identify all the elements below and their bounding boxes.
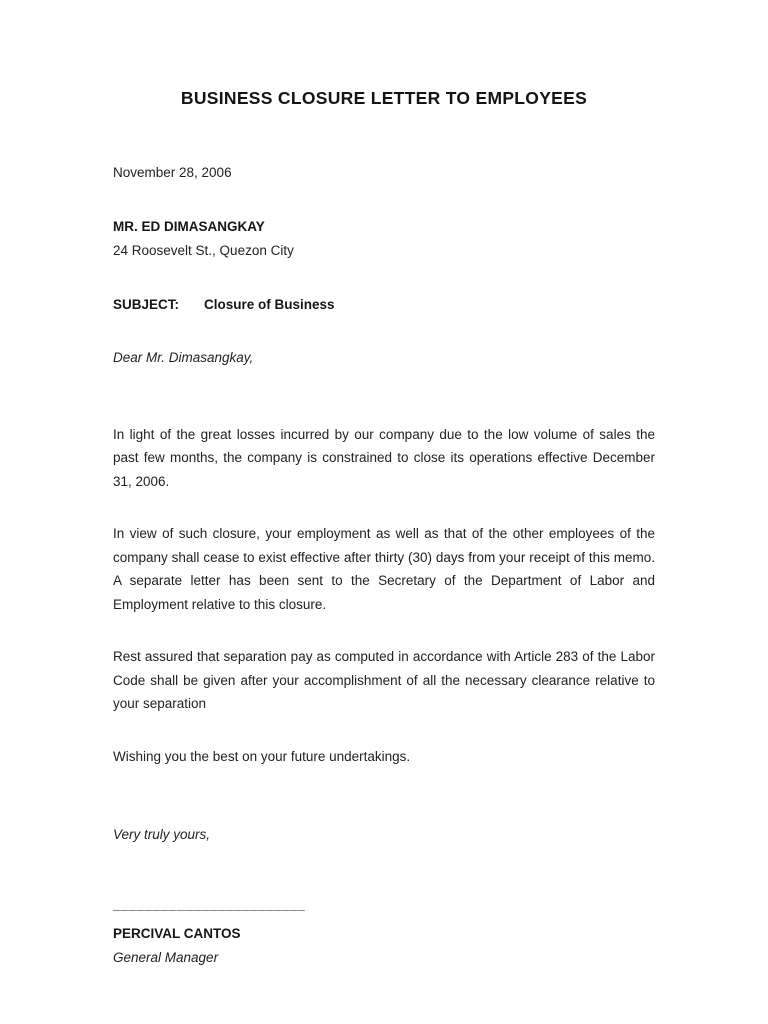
body-paragraph-3: Rest assured that separation pay as computed in accordance with Article 283 of the Labor Code shall be given after your accomplishment of all the necessary clearance relative to your separation bbox=[113, 649, 655, 711]
signature-line: ________________________ bbox=[113, 896, 306, 912]
letter-title: BUSINESS CLOSURE LETTER TO EMPLOYEES bbox=[180, 88, 588, 108]
subject-value: Closure of Business bbox=[204, 296, 335, 312]
subject-line bbox=[113, 293, 655, 317]
signatory-title: General Manager bbox=[113, 949, 219, 965]
salutation: Dear Mr. Dimasangkay, bbox=[113, 350, 254, 365]
body-paragraph-2: In view of such closure, your employment as well as that of the other employees of the company shall cease to exist effective after thirty (30) days from your receipt of this memo. A separate letter has been sent to the Secretary of the Department of Labor and Employment relative to this closure. bbox=[113, 526, 655, 612]
subject-label: SUBJECT: bbox=[113, 296, 180, 312]
body-paragraph-4: Wishing you the best on your future undertakings. bbox=[113, 748, 411, 764]
body-paragraph-1: In light of the great losses incurred by our company due to the low volume of sales the past few months, the company is constrained to close its operations effective December 31, 2006. bbox=[113, 426, 655, 489]
closing-phrase: Very truly yours, bbox=[113, 827, 211, 842]
letter-date: November 28, 2006 bbox=[113, 165, 232, 180]
recipient-block bbox=[113, 215, 655, 263]
recipient-name: MR. ED DIMASANGKAY bbox=[113, 218, 265, 234]
recipient-address: 24 Roosevelt St., Quezon City bbox=[113, 242, 294, 258]
signatory-name: PERCIVAL CANTOS bbox=[113, 925, 241, 941]
